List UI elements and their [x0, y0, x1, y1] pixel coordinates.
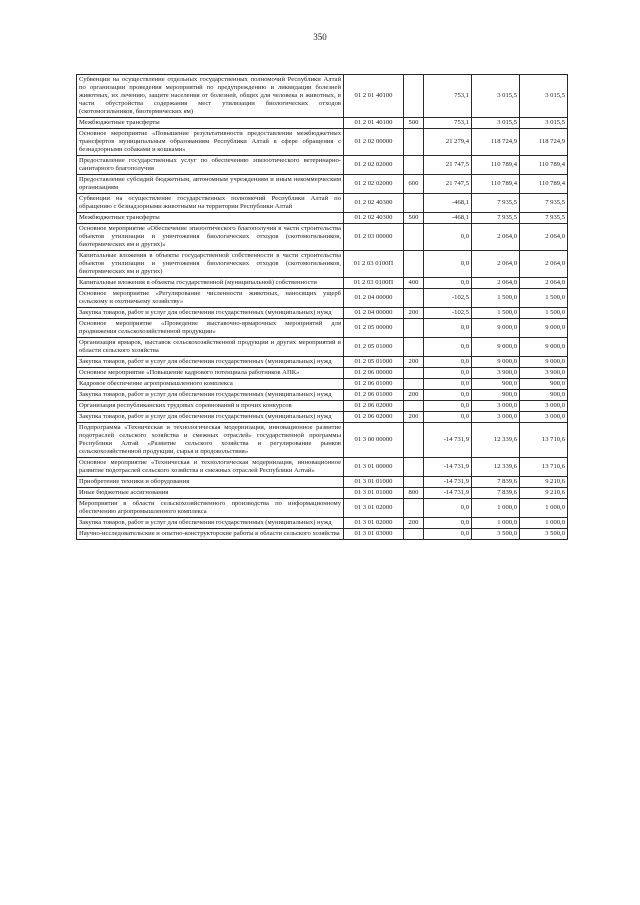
table-row — [77, 529, 568, 540]
target-code-cell: 01 3 01 01000 — [344, 488, 404, 499]
table-row — [77, 518, 568, 529]
amount-cell-1: -102,5 — [424, 308, 472, 319]
amount-cell-2: 110 789,4 — [472, 175, 520, 194]
amount-cell-3: 9 000,0 — [520, 338, 568, 357]
expense-type-cell: 800 — [404, 488, 424, 499]
amount-cell-3: 118 724,9 — [520, 129, 568, 156]
table-row — [77, 412, 568, 423]
row-name-cell: Предоставление государственных услуг по обеспечению эпизоотического ветеринарно-санитарного благополучия — [77, 156, 344, 175]
table-row — [77, 224, 568, 251]
row-name-cell: Закупка товаров, работ и услуг для обеспечения государственных (муниципальных) нужд — [77, 308, 344, 319]
row-name-cell: Закупка товаров, работ и услуг для обеспечения государственных (муниципальных) нужд — [77, 412, 344, 423]
row-name-cell: Закупка товаров, работ и услуг для обеспечения государственных (муниципальных) нужд — [77, 357, 344, 368]
amount-cell-1: 0,0 — [424, 499, 472, 518]
amount-cell-1: -102,5 — [424, 289, 472, 308]
expense-type-cell: 200 — [404, 308, 424, 319]
amount-cell-1: 753,1 — [424, 118, 472, 129]
table-row — [77, 401, 568, 412]
target-code-cell: 01 2 01 40100 — [344, 75, 404, 118]
row-name-cell: Научно-исследовательские и опытно-конструкторские работы в области сельского хозяйства — [77, 529, 344, 540]
amount-cell-3: 3 015,5 — [520, 118, 568, 129]
amount-cell-3: 2 064,0 — [520, 224, 568, 251]
target-code-cell: 01 3 00 00000 — [344, 423, 404, 458]
target-code-cell: 01 2 05 01000 — [344, 338, 404, 357]
amount-cell-2: 7 839,6 — [472, 477, 520, 488]
target-code-cell: 01 2 05 00000 — [344, 319, 404, 338]
target-code-cell: 01 3 01 03000 — [344, 529, 404, 540]
table-row — [77, 477, 568, 488]
row-name-cell: Приобретение техники и оборудования — [77, 477, 344, 488]
row-name-cell: Основное мероприятие «Повышение кадрового потенциала работников АПК» — [77, 368, 344, 379]
target-code-cell: 01 2 04 00000 — [344, 308, 404, 319]
row-name-cell: Субвенции на осуществление отдельных государственных полномочий Республики Алтай по организации проведения мероприятий по предупреждению и ликвидации болезней животных, их лечению, защите населения от болезней, общих для человека и животных, в части обустройства содержания мест утилизации биологических отходов (скотомогильников, биотермических ям) — [77, 75, 344, 118]
amount-cell-3: 9 000,0 — [520, 319, 568, 338]
row-name-cell: Организация республиканских трудовых соревнований и прочих конкурсов — [77, 401, 344, 412]
expense-type-cell — [404, 379, 424, 390]
target-code-cell: 01 2 03 0100П — [344, 251, 404, 278]
amount-cell-3: 2 064,0 — [520, 251, 568, 278]
amount-cell-1: -14 731,9 — [424, 488, 472, 499]
amount-cell-2: 7 935,5 — [472, 213, 520, 224]
amount-cell-3: 3 900,0 — [520, 368, 568, 379]
amount-cell-2: 3 000,0 — [472, 401, 520, 412]
amount-cell-1: 0,0 — [424, 224, 472, 251]
expense-type-cell — [404, 368, 424, 379]
row-name-cell: Капитальные вложения в объекты государственной (муниципальной) собственности — [77, 278, 344, 289]
table-row — [77, 118, 568, 129]
target-code-cell: 01 2 06 02000 — [344, 412, 404, 423]
amount-cell-3: 7 935,5 — [520, 213, 568, 224]
amount-cell-3: 9 000,0 — [520, 357, 568, 368]
expense-type-cell — [404, 194, 424, 213]
expense-type-cell — [404, 75, 424, 118]
budget-table-body — [77, 75, 568, 540]
amount-cell-2: 900,0 — [472, 379, 520, 390]
table-row — [77, 499, 568, 518]
expense-type-cell: 200 — [404, 412, 424, 423]
row-name-cell: Кадровое обеспечение агропромышленного комплекса — [77, 379, 344, 390]
row-name-cell: Закупка товаров, работ и услуг для обеспечения государственных (муниципальных) нужд — [77, 518, 344, 529]
target-code-cell: 01 2 06 01000 — [344, 379, 404, 390]
amount-cell-3: 1 000,0 — [520, 518, 568, 529]
table-row — [77, 319, 568, 338]
table-row — [77, 75, 568, 118]
expense-type-cell: 200 — [404, 518, 424, 529]
expense-type-cell — [404, 338, 424, 357]
amount-cell-1: 0,0 — [424, 251, 472, 278]
budget-table — [76, 74, 568, 540]
amount-cell-1: 0,0 — [424, 412, 472, 423]
row-name-cell: Иные бюджетные ассигнования — [77, 488, 344, 499]
target-code-cell: 01 2 06 00000 — [344, 368, 404, 379]
table-row — [77, 338, 568, 357]
amount-cell-3: 3 000,0 — [520, 401, 568, 412]
table-row — [77, 175, 568, 194]
target-code-cell: 01 3 01 02000 — [344, 499, 404, 518]
amount-cell-3: 9 210,6 — [520, 488, 568, 499]
target-code-cell: 01 2 04 00000 — [344, 289, 404, 308]
amount-cell-2: 12 339,6 — [472, 458, 520, 477]
target-code-cell: 01 2 02 00000 — [344, 129, 404, 156]
amount-cell-3: 110 789,4 — [520, 175, 568, 194]
table-row — [77, 156, 568, 175]
expense-type-cell: 600 — [404, 175, 424, 194]
target-code-cell: 01 2 02 02000 — [344, 175, 404, 194]
row-name-cell: Основное мероприятие «Обеспечение эпизоотического благополучия в части строительства объектов утилизации и уничтожения биологических отходов (скотомогильников, биотермических ям и других)» — [77, 224, 344, 251]
table-row — [77, 194, 568, 213]
table-row — [77, 289, 568, 308]
amount-cell-3: 7 935,5 — [520, 194, 568, 213]
amount-cell-2: 118 724,9 — [472, 129, 520, 156]
row-name-cell: Основное мероприятие «Повышение результативности предоставления межбюджетных трансфертов муниципальным образованиям Республики Алтай в сфере обращения с безнадзорными собаками и кошками» — [77, 129, 344, 156]
amount-cell-1: 0,0 — [424, 401, 472, 412]
table-row — [77, 379, 568, 390]
amount-cell-1: 0,0 — [424, 357, 472, 368]
amount-cell-2: 3 500,0 — [472, 529, 520, 540]
target-code-cell: 01 2 03 00000 — [344, 224, 404, 251]
amount-cell-2: 110 789,4 — [472, 156, 520, 175]
target-code-cell: 01 2 06 02000 — [344, 401, 404, 412]
target-code-cell: 01 2 05 01000 — [344, 357, 404, 368]
amount-cell-3: 13 710,6 — [520, 458, 568, 477]
row-name-cell: Мероприятия в области сельскохозяйственного производства по информационному обеспечению агропромышленного комплекса — [77, 499, 344, 518]
amount-cell-1: -14 731,9 — [424, 477, 472, 488]
amount-cell-2: 2 064,0 — [472, 251, 520, 278]
expense-type-cell — [404, 224, 424, 251]
expense-type-cell: 400 — [404, 278, 424, 289]
row-name-cell: Субвенции на осуществление государственных полномочий Республики Алтай по обращению с безнадзорными животными на территории Республики Алтай — [77, 194, 344, 213]
amount-cell-3: 110 789,4 — [520, 156, 568, 175]
target-code-cell: 01 2 02 02000 — [344, 156, 404, 175]
amount-cell-3: 3 000,0 — [520, 412, 568, 423]
expense-type-cell — [404, 499, 424, 518]
expense-type-cell — [404, 129, 424, 156]
expense-type-cell: 200 — [404, 390, 424, 401]
row-name-cell: Организация ярмарок, выставок сельскохозяйственной продукции и других мероприятий в области сельского хозяйства — [77, 338, 344, 357]
amount-cell-3: 1 000,0 — [520, 499, 568, 518]
target-code-cell: 01 3 01 02000 — [344, 518, 404, 529]
target-code-cell: 01 2 06 01000 — [344, 390, 404, 401]
target-code-cell: 01 3 01 01000 — [344, 477, 404, 488]
amount-cell-1: -468,1 — [424, 213, 472, 224]
table-row — [77, 423, 568, 458]
table-row — [77, 129, 568, 156]
amount-cell-3: 3 500,0 — [520, 529, 568, 540]
target-code-cell: 01 2 02 40300 — [344, 213, 404, 224]
amount-cell-1: 0,0 — [424, 518, 472, 529]
amount-cell-2: 9 000,0 — [472, 357, 520, 368]
expense-type-cell: 500 — [404, 213, 424, 224]
amount-cell-3: 9 210,6 — [520, 477, 568, 488]
table-row — [77, 278, 568, 289]
amount-cell-1: 0,0 — [424, 390, 472, 401]
expense-type-cell — [404, 319, 424, 338]
amount-cell-3: 13 710,6 — [520, 423, 568, 458]
amount-cell-3: 1 500,0 — [520, 308, 568, 319]
amount-cell-2: 3 015,5 — [472, 75, 520, 118]
amount-cell-1: -468,1 — [424, 194, 472, 213]
target-code-cell: 01 2 02 40300 — [344, 194, 404, 213]
amount-cell-2: 900,0 — [472, 390, 520, 401]
expense-type-cell — [404, 423, 424, 458]
row-name-cell: Предоставление субсидий бюджетным, автономным учреждениям и иным некоммерческим организациям — [77, 175, 344, 194]
amount-cell-1: 0,0 — [424, 278, 472, 289]
target-code-cell: 01 3 01 00000 — [344, 458, 404, 477]
expense-type-cell: 500 — [404, 118, 424, 129]
amount-cell-1: -14 731,9 — [424, 423, 472, 458]
table-row — [77, 390, 568, 401]
amount-cell-3: 900,0 — [520, 390, 568, 401]
amount-cell-2: 1 500,0 — [472, 289, 520, 308]
amount-cell-3: 2 064,0 — [520, 278, 568, 289]
amount-cell-2: 3 900,0 — [472, 368, 520, 379]
target-code-cell: 01 2 01 40100 — [344, 118, 404, 129]
amount-cell-1: -14 731,9 — [424, 458, 472, 477]
row-name-cell: Капитальные вложения в объекты государственной собственности в части строительства объектов утилизации и уничтожения биологических отходов (скотомогильников, биотермических ям и других) — [77, 251, 344, 278]
amount-cell-3: 900,0 — [520, 379, 568, 390]
row-name-cell: Основное мероприятие «Проведение выставочно-ярмарочных мероприятий для продвижения сельскохозяйственной продукции» — [77, 319, 344, 338]
table-row — [77, 357, 568, 368]
table-row — [77, 458, 568, 477]
expense-type-cell — [404, 458, 424, 477]
amount-cell-3: 3 015,5 — [520, 75, 568, 118]
page-number: 350 — [313, 32, 327, 42]
expense-type-cell — [404, 289, 424, 308]
amount-cell-1: 753,1 — [424, 75, 472, 118]
row-name-cell: Подпрограмма «Техническая и технологическая модернизация, инновационное развитие подотраслей сельского хозяйства и смежных отраслей» государственной программы Республики Алтай «Развитие сельского хозяйства и регулирование рынков сельскохозяйственной продукции, сырья и продовольствия» — [77, 423, 344, 458]
amount-cell-2: 2 064,0 — [472, 224, 520, 251]
amount-cell-2: 1 000,0 — [472, 518, 520, 529]
amount-cell-3: 1 500,0 — [520, 289, 568, 308]
target-code-cell: 01 2 03 0100П — [344, 278, 404, 289]
amount-cell-1: 0,0 — [424, 338, 472, 357]
amount-cell-2: 12 339,6 — [472, 423, 520, 458]
amount-cell-2: 3 015,5 — [472, 118, 520, 129]
row-name-cell: Закупка товаров, работ и услуг для обеспечения государственных (муниципальных) нужд — [77, 390, 344, 401]
table-row — [77, 488, 568, 499]
amount-cell-1: 21 279,4 — [424, 129, 472, 156]
amount-cell-1: 21 747,5 — [424, 156, 472, 175]
amount-cell-2: 7 935,5 — [472, 194, 520, 213]
expense-type-cell — [404, 477, 424, 488]
amount-cell-2: 3 000,0 — [472, 412, 520, 423]
amount-cell-1: 21 747,5 — [424, 175, 472, 194]
amount-cell-1: 0,0 — [424, 319, 472, 338]
table-row — [77, 368, 568, 379]
table-row — [77, 213, 568, 224]
row-name-cell: Основное мероприятие «Регулирование численности животных, наносящих ущерб сельскому и охотничьему хозяйству» — [77, 289, 344, 308]
amount-cell-2: 9 000,0 — [472, 338, 520, 357]
row-name-cell: Основное мероприятие «Техническая и технологическая модернизация, инновационное развитие подотраслей сельского хозяйства и смежных отраслей Республики Алтай» — [77, 458, 344, 477]
amount-cell-2: 2 064,0 — [472, 278, 520, 289]
expense-type-cell — [404, 251, 424, 278]
expense-type-cell — [404, 401, 424, 412]
amount-cell-2: 7 839,6 — [472, 488, 520, 499]
amount-cell-1: 0,0 — [424, 379, 472, 390]
expense-type-cell — [404, 156, 424, 175]
amount-cell-2: 1 500,0 — [472, 308, 520, 319]
table-row — [77, 251, 568, 278]
expense-type-cell — [404, 529, 424, 540]
row-name-cell: Межбюджетные трансферты — [77, 118, 344, 129]
expense-type-cell: 200 — [404, 357, 424, 368]
table-row — [77, 308, 568, 319]
row-name-cell: Межбюджетные трансферты — [77, 213, 344, 224]
amount-cell-1: 0,0 — [424, 368, 472, 379]
amount-cell-1: 0,0 — [424, 529, 472, 540]
amount-cell-2: 1 000,0 — [472, 499, 520, 518]
amount-cell-2: 9 000,0 — [472, 319, 520, 338]
